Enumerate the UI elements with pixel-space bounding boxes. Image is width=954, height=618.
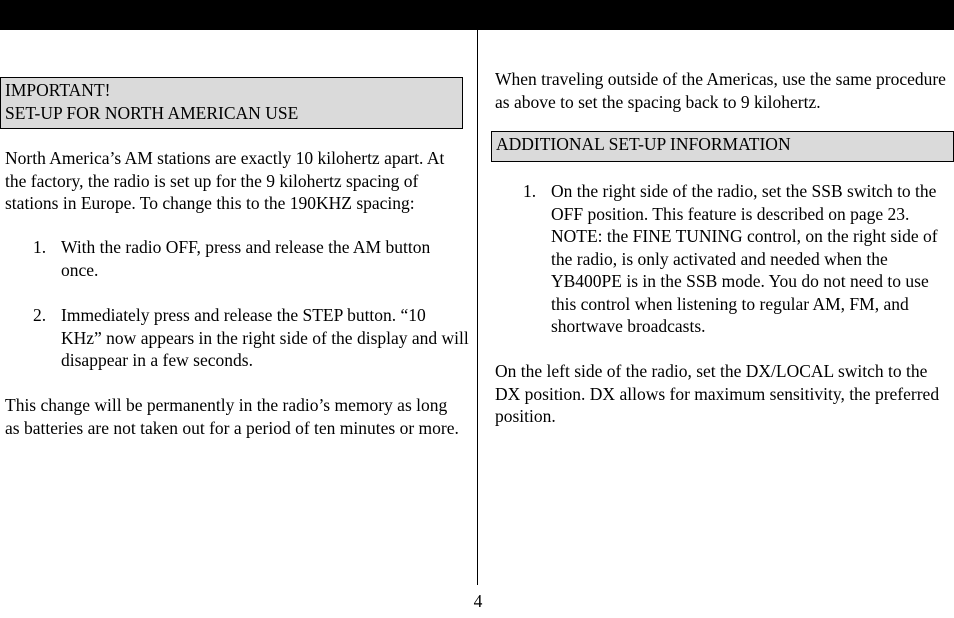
left-step-2-text: Immediately press and release the STEP button. “10 KHz” now appears in the right side of the display and will disappear in a few seconds. <box>61 305 469 370</box>
column-divider <box>477 30 478 585</box>
additional-info-box <box>491 131 954 162</box>
important-box <box>0 77 463 129</box>
page-number: 4 <box>473 591 483 611</box>
important-heading: IMPORTANT! <box>5 80 111 100</box>
left-step-1-number: 1. <box>33 237 47 257</box>
additional-info-heading: ADDITIONAL SET-UP INFORMATION <box>496 134 791 154</box>
left-step-1-text: With the radio OFF, press and release the AM button once. <box>61 237 431 280</box>
right-intro-paragraph: When traveling outside of the Americas, use the same procedure as above to set the spacing back to 9 kilohertz. <box>495 69 946 112</box>
header-bar <box>0 0 954 30</box>
important-subheading: SET-UP FOR NORTH AMERICAN USE <box>5 102 299 123</box>
right-step-1-text: On the right side of the radio, set the SSB switch to the OFF position. This feature is described on page 23. NOTE: the FINE TUNING control, on the right side of the radio, is only activated and needed when the YB400PE is in the SSB mode. You do not need to use this control when listening to regular AM, FM, and shortwave broadcasts. <box>551 181 938 336</box>
left-step-2-number: 2. <box>33 305 47 325</box>
right-step-1-number: 1. <box>523 181 537 201</box>
left-closing-paragraph: This change will be permanently in the radio’s memory as long as batteries are not taken out for a period of ten minutes or more. <box>5 395 459 438</box>
right-closing-paragraph: On the left side of the radio, set the DX/LOCAL switch to the DX position. DX allows for maximum sensitivity, the preferred position. <box>495 361 940 426</box>
left-intro-paragraph: North America’s AM stations are exactly 10 kilohertz apart. At the factory, the radio is set up for the 9 kilohertz spacing of stations in Europe. To change this to the 190KHZ spacing: <box>5 148 445 213</box>
